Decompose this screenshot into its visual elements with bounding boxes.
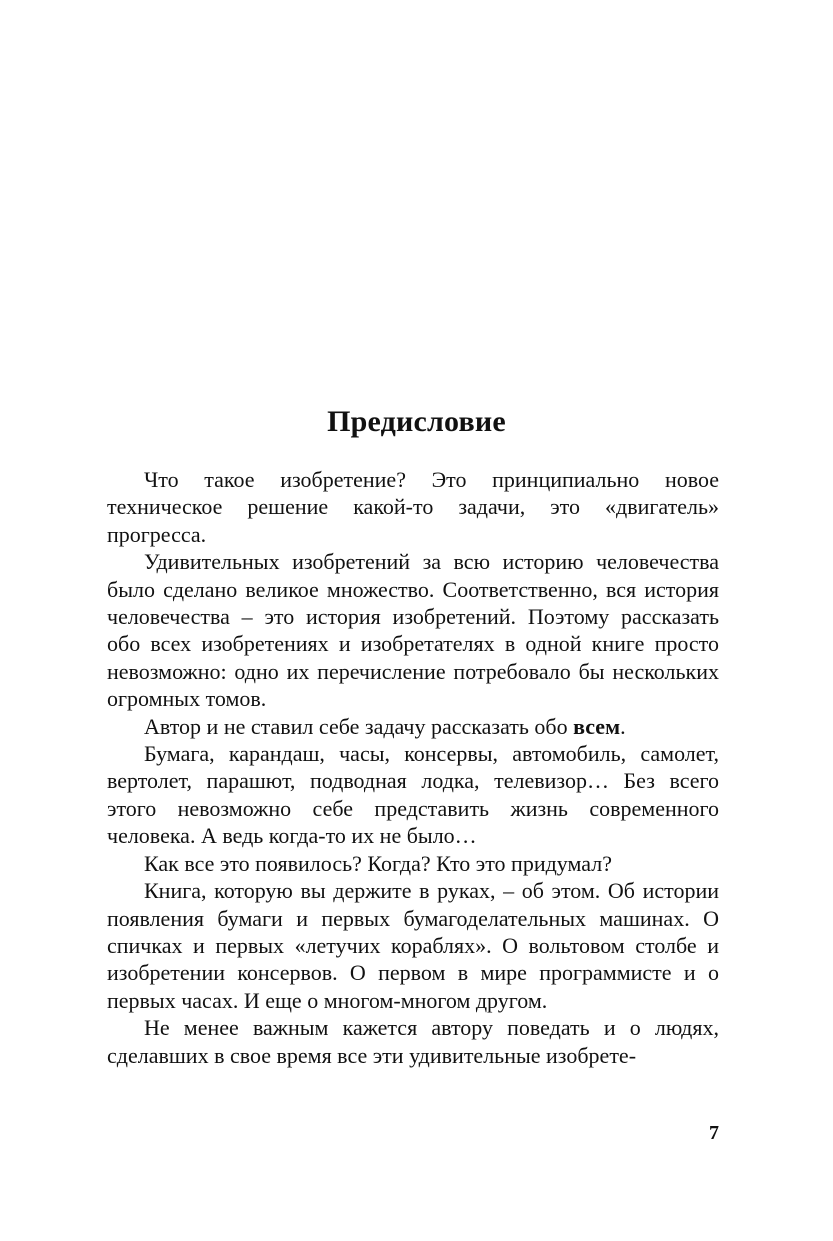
page-title: Предисловие xyxy=(327,405,506,438)
emphasis-word: всем xyxy=(573,713,621,739)
paragraph: Удивительных изобретений за всю историю человечества было сделано великое множество. Соответственно, вся история человечества – это история изобретений. Поэтому рассказать обо всех изобретениях и изобретателях в одной книге просто невозможно: одно их перечисление потребовало бы нескольких огромных томов. xyxy=(107,549,719,712)
paragraph-text: Автор и не ставил себе задачу рассказать обо xyxy=(144,713,574,739)
paragraph-author-task xyxy=(107,713,719,740)
preface-body xyxy=(107,466,719,1069)
paragraph: Бумага, карандаш, часы, консервы, автомобиль, самолет, вертолет, парашют, подводная лодка, телевизор… Без всего этого невозможно себе представить жизнь современного человека. А ведь когда-то их не было… xyxy=(107,741,719,849)
paragraph: Книга, которую вы держите в руках, – об этом. Об истории появления бумаги и первых бумагоделательных машинах. О спичках и первых «летучих кораблях». О вольтовом столбе и изобретении консервов. О первом в мире программисте и о первых часах. И еще о многом-многом другом. xyxy=(107,878,719,1013)
paragraph: Не менее важным кажется автору поведать и о людях, сделавших в свое время все эти удивительные изобрете- xyxy=(107,1015,719,1068)
paragraph: Как все это появилось? Когда? Кто это придумал? xyxy=(144,850,612,876)
page-number: 7 xyxy=(709,1122,719,1144)
paragraph-text: . xyxy=(620,713,626,739)
paragraph: Что такое изобретение? Это принципиально новое техническое решение какой-то задачи, это «двигатель» прогресса. xyxy=(107,467,719,547)
